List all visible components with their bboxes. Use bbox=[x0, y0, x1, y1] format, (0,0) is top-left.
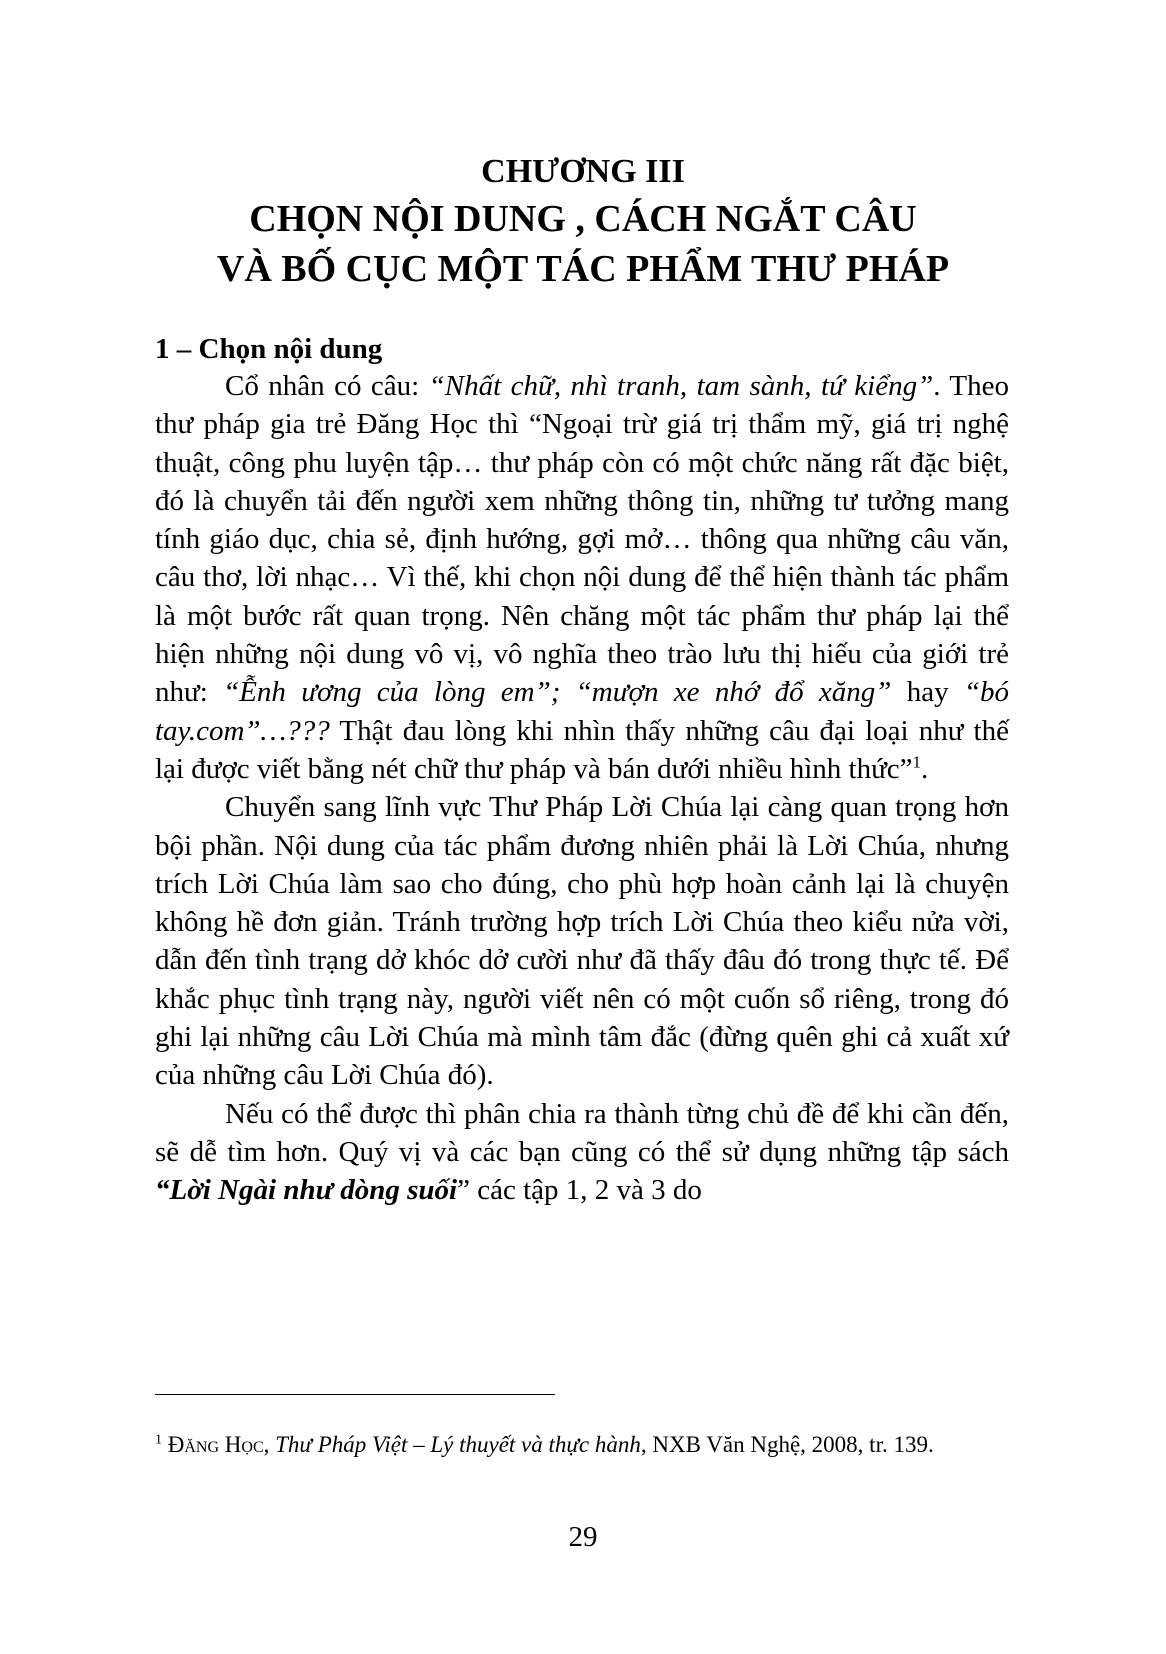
paragraph-1-text: Cổ nhân có câu: bbox=[225, 370, 429, 402]
footnote-author: Đăng Học bbox=[167, 1432, 264, 1457]
paragraph-3-text: Nếu có thể được thì phân chia ra thành từng chủ đề để khi cần đến, sẽ dễ tìm hơn. Quý vị và các bạn cũng có thể sử dụng những tập sách bbox=[155, 1097, 1009, 1168]
chapter-number: CHƯƠNG III bbox=[481, 153, 685, 190]
paragraph-2: Chuyển sang lĩnh vực Thư Pháp Lời Chúa lại càng quan trọng hơn bội phần. Nội dung của tác phẩm đương nhiên phải là Lời Chúa, nhưng trích Lời Chúa làm sao cho đúng, cho phù hợp hoàn cảnh lại là chuyện không hề đơn giản. Tránh trường hợp trích Lời Chúa theo kiểu nửa vời, dẫn đến tình trạng dở khóc dở cười như đã thấy đâu đó trong thực tế. Để khắc phục tình trạng này, người viết nên có một cuốn sổ riêng, trong đó ghi lại những câu Lời Chúa mà mình tâm đắc (đừng quên ghi cả xuất xứ của những câu Lời Chúa đó). bbox=[155, 791, 1009, 1092]
chapter-title-line-1: CHỌN NỘI DUNG , CÁCH NGẮT CÂU bbox=[249, 198, 917, 240]
chapter-title-line-2: VÀ BỐ CỤC MỘT TÁC PHẨM THƯ PHÁP bbox=[216, 248, 950, 290]
footnote-reference: 1 bbox=[912, 752, 922, 772]
footnote-text: , NXB Văn Nghệ, 2008, tr. 139. bbox=[640, 1432, 934, 1457]
paragraph-1 bbox=[155, 367, 1009, 788]
paragraph-1-text: hay bbox=[891, 676, 964, 709]
paragraph-1-text: . Theo thư pháp gia trẻ Đăng Học thì “Ngoại trừ giá trị thẩm mỹ, giá trị nghệ thuật, công phu luyện tập… thư pháp còn có một chức năng rất đặc biệt, đó là chuyển tải đến người xem những thông tin, những tư tưởng mang tính giáo dục, chia sẻ, định hướng, gợi mở… thông qua những câu văn, câu thơ, lời nhạc… Vì thế, khi chọn nội dung để thể hiện thành tác phẩm là một bước rất quan trọng. Nên chăng một tác phẩm thư pháp lại thể hiện những nội dung vô vị, vô nghĩa theo trào lưu thị hiếu của giới trẻ như: bbox=[155, 370, 1010, 709]
footnote-mark: 1 bbox=[155, 1432, 162, 1448]
footnote-work-title: Thư Pháp Việt – Lý thuyết và thực hành bbox=[275, 1432, 641, 1457]
chapter-heading bbox=[150, 150, 1016, 294]
body-text bbox=[155, 367, 1009, 1210]
footnote bbox=[155, 1430, 1009, 1460]
footnote-text: , bbox=[263, 1432, 276, 1457]
section-title: 1 – Chọn nội dung bbox=[155, 333, 383, 365]
paragraph-3 bbox=[155, 1095, 1009, 1210]
example-quote: “Ễnh ương của lòng em”; “mượn xe nhớ đổ xăng” bbox=[223, 676, 892, 709]
paragraph-1-text: Thật đau lòng khi nhìn thấy những câu đại loại như thế lại được viết bằng nét chữ thư pháp và bán dưới nhiều hình thức” bbox=[155, 714, 1009, 785]
footnote-separator bbox=[155, 1394, 555, 1395]
example-quote: “bó tay.com”…??? bbox=[155, 676, 1009, 747]
book-title: “Lời Ngài như dòng suối bbox=[155, 1174, 458, 1207]
page-number: 29 bbox=[568, 1521, 598, 1553]
proverb-quote: “Nhất chữ, nhì tranh, tam sành, tứ kiểng” bbox=[428, 370, 934, 402]
paragraph-3-text: ” các tập 1, 2 và 3 do bbox=[457, 1174, 702, 1207]
paragraph-1-text: . bbox=[921, 752, 929, 785]
